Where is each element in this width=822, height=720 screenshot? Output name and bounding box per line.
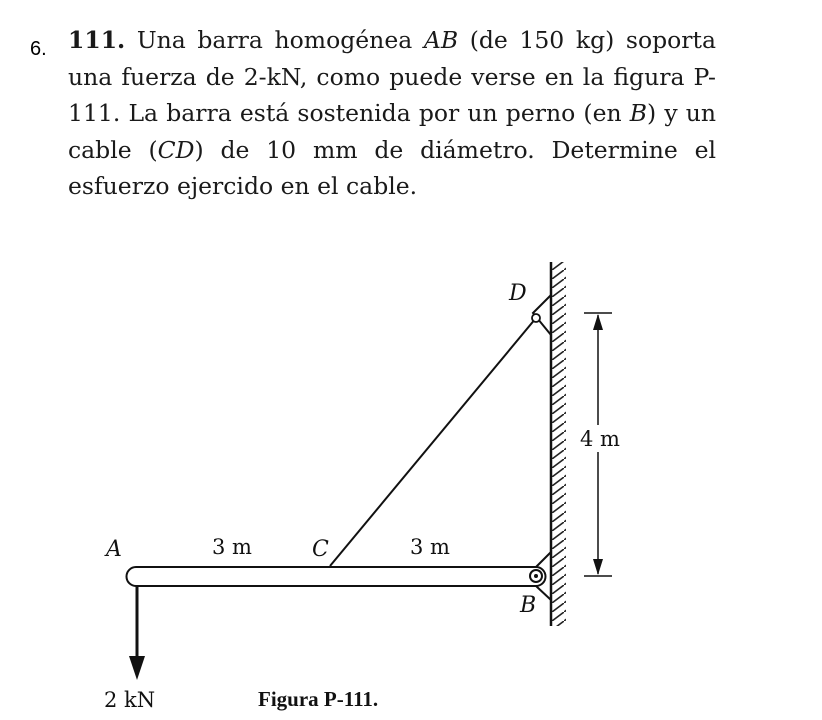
pin-name: B xyxy=(629,99,648,127)
cable-cd xyxy=(330,318,536,566)
label-height-bd: 4 m xyxy=(580,427,620,451)
bracket-d xyxy=(532,295,551,335)
label-point-c: C xyxy=(312,537,329,562)
bar-name: AB xyxy=(423,26,459,54)
wall xyxy=(551,262,566,626)
label-length-ac: 3 m xyxy=(212,535,252,559)
figure-caption: Figura P-111. xyxy=(258,687,379,711)
label-point-d: D xyxy=(509,281,527,306)
problem-text-part-4: ) de 10 mm de diámetro. Determine el esfuerzo ejercido en el cable. xyxy=(68,135,716,200)
problem-text-part-3: ) y un cable ( xyxy=(68,99,717,164)
label-point-a: A xyxy=(106,537,122,562)
problem-text-part-2: (de 150 kg) soporta una fuerza de 2-kN, como puede verse en la figura P-111. La barra está sostenida por un perno (en xyxy=(68,26,716,127)
label-force: 2 kN xyxy=(104,688,156,712)
cable-name: CD xyxy=(157,135,195,164)
problem-text-part-1: Una barra homogénea xyxy=(125,26,424,54)
label-length-cb: 3 m xyxy=(410,535,450,559)
force-arrow xyxy=(129,586,145,680)
label-point-b: B xyxy=(520,593,537,618)
bar-ab xyxy=(127,567,546,586)
problem-index: 6. xyxy=(30,38,47,60)
problem-number: 111. xyxy=(68,26,126,54)
